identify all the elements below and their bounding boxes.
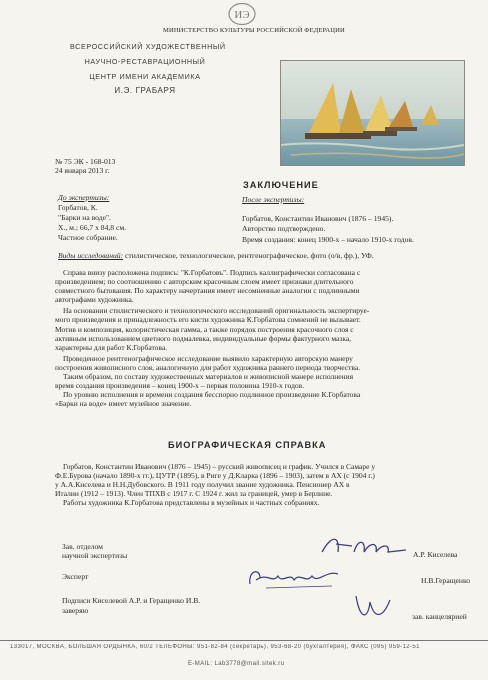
- before-owner: Частное собрание.: [58, 233, 118, 242]
- footer-address: 133017, МОСКВА, БОЛЬШАЯ ОРДЫНКА, 60/2 ТЕЛЕФОНЫ: 951-82-84 (секретарь), 953-68-20 (бухгалтерия), ФАКС (095) 959-12-51: [10, 644, 420, 650]
- deputy-title-line-1: Зав. отделом: [62, 542, 103, 551]
- after-period: Время создания: конец 1900-х – начало 1910-х годов.: [242, 235, 414, 244]
- signature-secretary: [350, 590, 396, 624]
- text-line: построения живописного слоя, аналогичную для работ художника раннего периода творчества.: [55, 362, 361, 372]
- text-line: Ф.Е.Бурова (начало 1890-х гг.), ЦУТР (1895), в Риге у Д.Кларка (1896 – 1903), затем в АХ (с 1904 г.): [55, 471, 375, 481]
- document-date: 24 января 2013 г.: [55, 166, 110, 175]
- before-heading: До экспертизы:: [58, 193, 110, 202]
- research-text: стилистическое, технологическое, рентгенографическое, фото (о/в, фр.), УФ.: [125, 251, 374, 260]
- institution-line-1: ВСЕРОССИЙСКИЙ ХУДОЖЕСТВЕННЫЙ: [70, 42, 226, 51]
- before-medium: Х., м.; 66,7 х 84,8 см.: [58, 223, 127, 232]
- secretary-label: зав. канцелярией: [412, 612, 467, 621]
- painting-photo: [280, 60, 465, 166]
- before-work: "Барки на воде".: [58, 213, 111, 222]
- certify-line-2: заверяю: [62, 606, 89, 615]
- text-line: На основании стилистического и технологического исследований оригинальность экспертируе-: [63, 306, 370, 316]
- text-line: По уровню исполнения и времени создания бесспорно подлинное произведение К.Горбатова: [63, 390, 361, 400]
- document-title: ЗАКЛЮЧЕНИЕ: [243, 180, 319, 190]
- text-line: мого произведения и принадлежность его кисти художника К.Горбатова сомнений не вызывает.: [55, 315, 361, 325]
- paragraph-dating: [55, 372, 465, 390]
- deputy-title-line-2: научной экспертизы: [62, 551, 128, 560]
- text-line: Таким образом, по составу художественных материалов и живописной манере исполнения: [63, 372, 354, 382]
- certify-line-1: Подписи Киселевой А.Р. и Геращенко И.В.: [62, 596, 201, 605]
- institution-line-4: И.Э. ГРАБАРЯ: [114, 86, 176, 95]
- before-artist: Горбатов, К.: [58, 203, 98, 212]
- paragraph-significance: [55, 390, 465, 408]
- text-line: произведением; по соотношению с авторским красочным слоем имеет признаки длительного: [55, 277, 354, 287]
- footer-divider: [0, 640, 488, 641]
- after-heading: После экспертизы:: [242, 195, 305, 204]
- paragraph-attribution: [55, 306, 465, 351]
- text-line: Мотив и композиция, колористическая гамма, а также порядок построения красочного слоя с: [55, 324, 354, 334]
- paragraph-signature: [55, 268, 465, 304]
- paragraph-xray: [55, 354, 465, 372]
- signature-gerashchenko: [246, 560, 346, 594]
- text-line: у А.А.Киселева и Н.Н.Дубовского. В 1911 году получил звание художника. Пенсионер АХ в: [55, 480, 350, 490]
- expert-label: Эксперт: [62, 572, 89, 581]
- text-line: активным использованием цветного подмалевка, индивидуальные формы фактурного мазка,: [55, 333, 352, 343]
- text-line: Справа внизу расположена подпись: "К.Горбатовъ". Подпись каллиграфически согласована с: [63, 268, 361, 277]
- text-line: совместного бытования. По характеру начертания имеет несомненные аналогии с подлинными: [55, 286, 360, 296]
- text-line: «Барки на воде» имеет музейное значение.: [55, 399, 192, 409]
- expert-name: Н.В.Геращенко: [421, 576, 471, 585]
- ministry-line: МИНИСТЕРСТВО КУЛЬТУРЫ РОССИЙСКОЙ ФЕДЕРАЦИИ: [163, 27, 345, 34]
- text-line: Италии (1912 – 1913). Член ТПХВ с 1917 г. С 1924 г. жил за границей, умер в Берлине.: [55, 489, 333, 499]
- footer-email: E-MAIL: Lab3778@mail.sitek.ru: [188, 661, 285, 667]
- institution-line-2: НАУЧНО-РЕСТАВРАЦИОННЫЙ: [84, 57, 206, 66]
- institution-line-3: ЦЕНТР ИМЕНИ АКАДЕМИКА: [89, 72, 201, 81]
- document-number: № 75 ЭК - 168-013: [55, 157, 116, 166]
- bio-title: БИОГРАФИЧЕСКАЯ СПРАВКА: [168, 440, 327, 450]
- research-label: Виды исследований:: [58, 251, 124, 260]
- research-line: [58, 251, 374, 260]
- deputy-name: А.Р. Киселева: [413, 550, 458, 559]
- after-authorship: Авторство подтверждено.: [242, 224, 326, 233]
- signature-kiseleva: [318, 530, 408, 560]
- text-line: Работы художника К.Горбатова представлены в музейных и частных собраниях.: [63, 498, 320, 508]
- bio-body: [55, 462, 465, 507]
- text-line: характерны для работ К.Горбатова.: [55, 342, 168, 352]
- institution-emblem-icon: [223, 2, 261, 26]
- conclusion-body: [55, 268, 465, 408]
- text-line: время создания произведения – конец 1900-х – первая половина 1910-х годов.: [55, 381, 305, 391]
- after-artist: Горбатов, Константин Иванович (1876 – 1945).: [242, 214, 394, 223]
- text-line: Горбатов, Константин Иванович (1876 – 1945) – русский живописец и график. Учился в Самаре у: [63, 462, 376, 471]
- svg-text:ИЭ: ИЭ: [234, 9, 250, 21]
- text-line: Проведенное рентгенографическое исследование выявило характерную авторскую манеру: [63, 353, 353, 363]
- text-line: автографами художника.: [55, 295, 134, 305]
